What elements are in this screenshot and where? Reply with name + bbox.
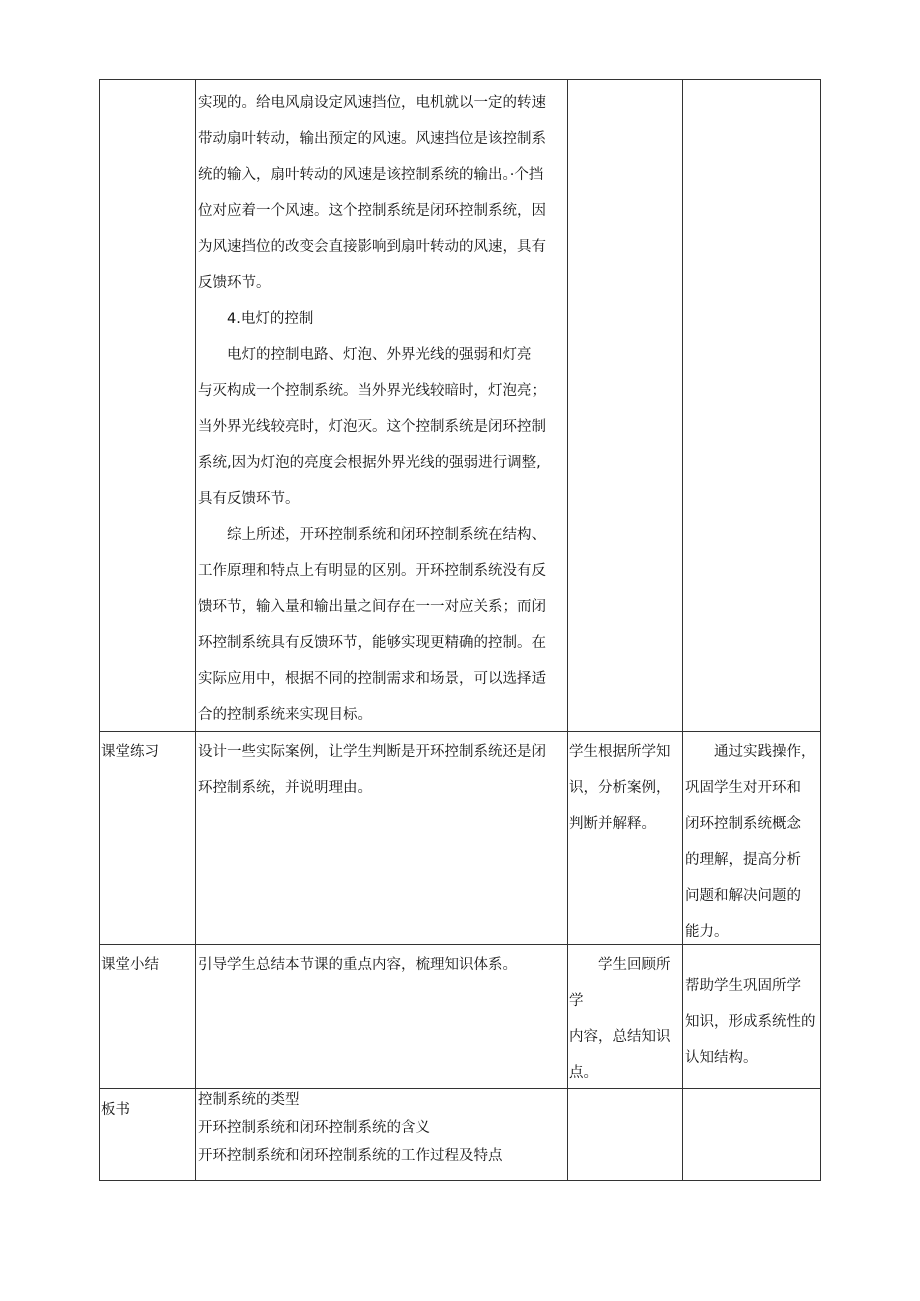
content-line: 具有反馈环节。 <box>198 491 300 507</box>
student-line: 学生根据所学知 <box>569 744 671 760</box>
row4-label: 板书 <box>101 1102 130 1118</box>
student-line: 识，分析案例， <box>569 780 671 796</box>
row4-content-cell <box>198 1086 566 1170</box>
row2-student-cell <box>569 734 681 842</box>
row2-label: 课堂练习 <box>101 744 159 760</box>
row3-student-cell <box>569 947 681 1091</box>
table-border-left <box>99 79 100 1181</box>
content-line: 引导学生总结本节课的重点内容，梳理知识体系。 <box>198 957 517 973</box>
purpose-line: 巩固学生对开环和 <box>685 780 801 796</box>
content-line: 带动扇叶转动，输出预定的风速。风速挡位是该控制系 <box>198 131 546 147</box>
content-line: 综上所述，开环控制系统和闭环控制系统在结构、 <box>227 527 546 543</box>
table-border-top <box>99 79 821 80</box>
board-line: 开环控制系统和闭环控制系统的工作过程及特点 <box>198 1148 503 1164</box>
purpose-line: 通过实践操作， <box>714 744 816 760</box>
content-line: 环控制系统，并说明理由。 <box>198 780 372 796</box>
table-border-right <box>820 79 821 1181</box>
content-line: 当外界光线较亮时，灯泡灭。这个控制系统是闭环控制 <box>198 419 546 435</box>
purpose-line: 认知结构。 <box>685 1050 758 1066</box>
student-line: 内容，总结知识 <box>569 1029 671 1045</box>
content-line: 统的输入，扇叶转动的风速是该控制系统的输出。·个挡 <box>198 167 544 183</box>
table-border-col3 <box>567 79 568 1181</box>
section-heading: 4.电灯的控制 <box>227 311 314 327</box>
content-line: 反馈环节。 <box>198 275 271 291</box>
content-line: 实际应用中，根据不同的控制需求和场景，可以选择适 <box>198 671 546 687</box>
content-line: 设计一些实际案例，让学生判断是开环控制系统还是闭 <box>198 744 546 760</box>
content-line: 馈环节，输入量和输出量之间存在一一对应关系；而闭 <box>198 599 546 615</box>
content-line: 实现的。给电风扇设定风速挡位，电机就以一定的转速 <box>198 95 546 111</box>
table-border-bottom <box>99 1180 821 1181</box>
content-line: 工作原理和特点上有明显的区别。开环控制系统没有反 <box>198 563 546 579</box>
student-line: 学生回顾所学 <box>569 957 671 1009</box>
purpose-line: 闭环控制系统概念 <box>685 816 801 832</box>
row3-purpose-cell <box>685 968 819 1076</box>
content-line: 位对应着一个风速。这个控制系统是闭环控制系统，因 <box>198 203 546 219</box>
content-line: 电灯的控制电路、灯泡、外界光线的强弱和灯亮 <box>227 347 532 363</box>
table-border-col4 <box>682 79 683 1181</box>
row1-content-cell <box>198 85 566 733</box>
row2-content-cell <box>198 734 566 806</box>
purpose-line: 问题和解决问题的 <box>685 888 801 904</box>
purpose-line: 帮助学生巩固所学 <box>685 978 801 994</box>
student-line: 点。 <box>569 1065 598 1081</box>
purpose-line: 知识，形成系统性的 <box>685 1014 816 1030</box>
row2-purpose-cell <box>685 734 819 950</box>
board-line: 控制系统的类型 <box>198 1092 300 1108</box>
table-border-col2 <box>195 79 196 1181</box>
content-line: 环控制系统具有反馈环节，能够实现更精确的控制。在 <box>198 635 546 651</box>
row3-content-cell <box>198 947 566 983</box>
board-line: 开环控制系统和闭环控制系统的含义 <box>198 1120 430 1136</box>
content-line: 合的控制系统来实现目标。 <box>198 707 372 723</box>
row3-label: 课堂小结 <box>101 957 159 973</box>
content-line: 系统,因为灯泡的亮度会根据外界光线的强弱进行调整, <box>198 455 541 471</box>
student-line: 判断并解释。 <box>569 816 656 832</box>
content-line: 与灭构成一个控制系统。当外界光线较暗时，灯泡亮； <box>198 383 546 399</box>
content-line: 为风速挡位的改变会直接影响到扇叶转动的风速，具有 <box>198 239 546 255</box>
purpose-line: 能力。 <box>685 924 729 940</box>
purpose-line: 的理解，提高分析 <box>685 852 801 868</box>
